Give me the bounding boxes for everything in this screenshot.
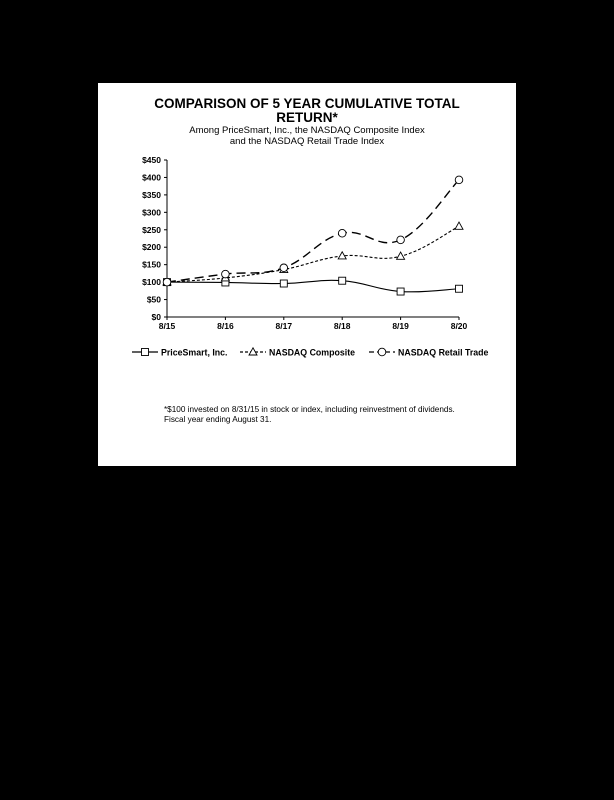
data-point-3-4 [338, 229, 346, 237]
y-tick-label: $300 [142, 207, 161, 218]
legend-label-1: PriceSmart, Inc. [161, 347, 228, 358]
data-point-3-5 [397, 236, 405, 244]
line-chart [98, 149, 516, 449]
data-point-3-6 [455, 176, 463, 184]
series-line-1 [167, 280, 459, 292]
data-point-2-6 [455, 222, 463, 229]
x-tick-label: 8/18 [333, 321, 351, 331]
y-tick-label: $50 [146, 294, 161, 305]
series-line-2 [167, 226, 459, 282]
y-tick-label: $150 [142, 259, 161, 270]
x-tick-label: 8/15 [158, 321, 176, 331]
data-point-2-5 [397, 252, 405, 259]
footnote-line1: *$100 invested on 8/31/15 in stock or index, including reinvestment of dividends. [164, 405, 455, 414]
legend-label-2: NASDAQ Composite [269, 347, 356, 358]
series-line-3 [167, 180, 459, 282]
x-tick-label: 8/19 [392, 321, 409, 331]
y-tick-label: $350 [142, 189, 161, 200]
chart-title-line1: COMPARISON OF 5 YEAR CUMULATIVE TOTAL [154, 96, 460, 111]
y-tick-label: $200 [142, 242, 161, 253]
y-tick-label: $0 [151, 312, 161, 322]
footnote-line2: Fiscal year ending August 31. [164, 415, 272, 424]
data-point-1-3 [280, 280, 287, 287]
x-tick-label: 8/20 [450, 321, 468, 331]
data-point-3-2 [222, 270, 230, 278]
data-point-1-4 [339, 277, 346, 284]
x-tick-label: 8/17 [275, 321, 293, 331]
y-tick-label: $400 [142, 172, 161, 183]
x-tick-label: 8/16 [217, 321, 234, 331]
data-point-3-3 [280, 264, 288, 272]
data-point-1-6 [456, 285, 463, 292]
legend-marker-3 [378, 348, 386, 356]
data-point-3-1 [163, 278, 171, 286]
legend-label-3: NASDAQ Retail Trade [398, 347, 489, 358]
legend-marker-1 [142, 349, 149, 356]
y-tick-label: $450 [142, 155, 161, 165]
y-tick-label: $100 [142, 277, 161, 288]
chart-subtitle-line1: Among PriceSmart, Inc., the NASDAQ Composite Index [189, 125, 425, 136]
data-point-1-5 [397, 288, 404, 295]
chart-subtitle-line2: and the NASDAQ Retail Trade Index [229, 136, 385, 147]
chart-panel [98, 83, 516, 466]
y-tick-label: $250 [142, 224, 161, 235]
chart-title-line2: RETURN* [276, 110, 338, 125]
